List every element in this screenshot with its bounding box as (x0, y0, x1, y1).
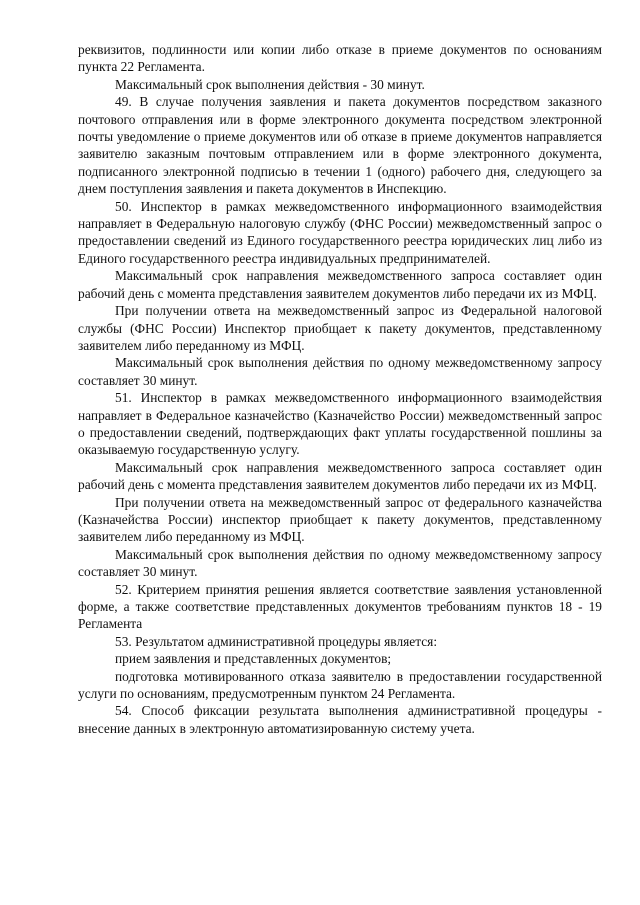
paragraph-53-item-1: прием заявления и представленных документов; (115, 651, 392, 667)
paragraph-51-action-limit: Максимальный срок выполнения действия по одному межведомственному запросу составляет 30 минут. (78, 546, 602, 580)
paragraph-time-limit: Максимальный срок выполнения действия - 30 минут. (115, 76, 425, 92)
paragraph-51-request-limit: Максимальный срок направления межведомственного запроса составляет один рабочий день с момента представления заявителем документов либо передачи их из МФЦ. (78, 459, 602, 493)
paragraph-50-action-limit: Максимальный срок выполнения действия по одному межведомственному запросу составляет 30 минут. (78, 355, 602, 388)
paragraph-54: 54. Способ фиксации результата выполнения административной процедуры - внесение данных в электронную автоматизированную систему учета. (78, 703, 602, 736)
paragraph-50-request-limit: Максимальный срок направления межведомственного запроса составляет один рабочий день с момента представления заявителем документов либо передачи их из МФЦ. (78, 268, 602, 301)
paragraph-49: 49. В случае получения заявления и пакета документов посредством заказного почтового отправления или в форме электронного документа посредством электронной почты уведомление о приеме документов или об отказе в приеме документов направляется заявителю заказным почтовым отправлением или в форме электронного документа, подписанного электронной подписью в течении 1 (одного) рабочего дня, следующего за днем поступления заявления и пакета документов в Инспекцию. (78, 94, 602, 197)
paragraph-51-response: При получении ответа на межведомственный запрос от федерального казначейства (Казначейства России) инспектор приобщает к пакету документов, представленному заявителем либо переданному из МФЦ. (78, 494, 602, 545)
paragraph-50: 50. Инспектор в рамках межведомственного информационного взаимодействия направляет в Федеральную налоговую службу (ФНС России) межведомственный запрос о предоставлении сведений из Единого государственного реестра юридических лиц либо из Единого государственного реестра индивидуальных предпринимателей. (78, 198, 602, 266)
paragraph-53-item-2: подготовка мотивированного отказа заявителю в предоставлении государственной услуги по основаниям, предусмотренным пунктом 24 Регламента. (78, 668, 602, 702)
paragraph-53: 53. Результатом административной процедуры является: (115, 633, 438, 649)
paragraph-52: 52. Критерием принятия решения является соответствие заявления установленной форме, а также соответствие представленных документов требованиям пунктов 18 - 19 Регламента (78, 581, 602, 632)
paragraph-50-response: При получении ответа на межведомственный запрос из Федеральной налоговой службы (ФНС России) Инспектор приобщает к пакету документов, представленному заявителем либо переданному из МФЦ. (78, 303, 602, 353)
paragraph-51: 51. Инспектор в рамках межведомственного информационного взаимодействия направляет в Федеральное казначейство (Казначейство России) межведомственный запрос о предоставлении сведений, подтверждающих факт уплаты государственной пошлины за оказываемую государственную услугу. (78, 390, 602, 458)
document-page (78, 41, 602, 737)
paragraph-continuation: реквизитов, подлинности или копии либо отказе в приеме документов по основаниям пункта 22 Регламента. (78, 42, 602, 75)
